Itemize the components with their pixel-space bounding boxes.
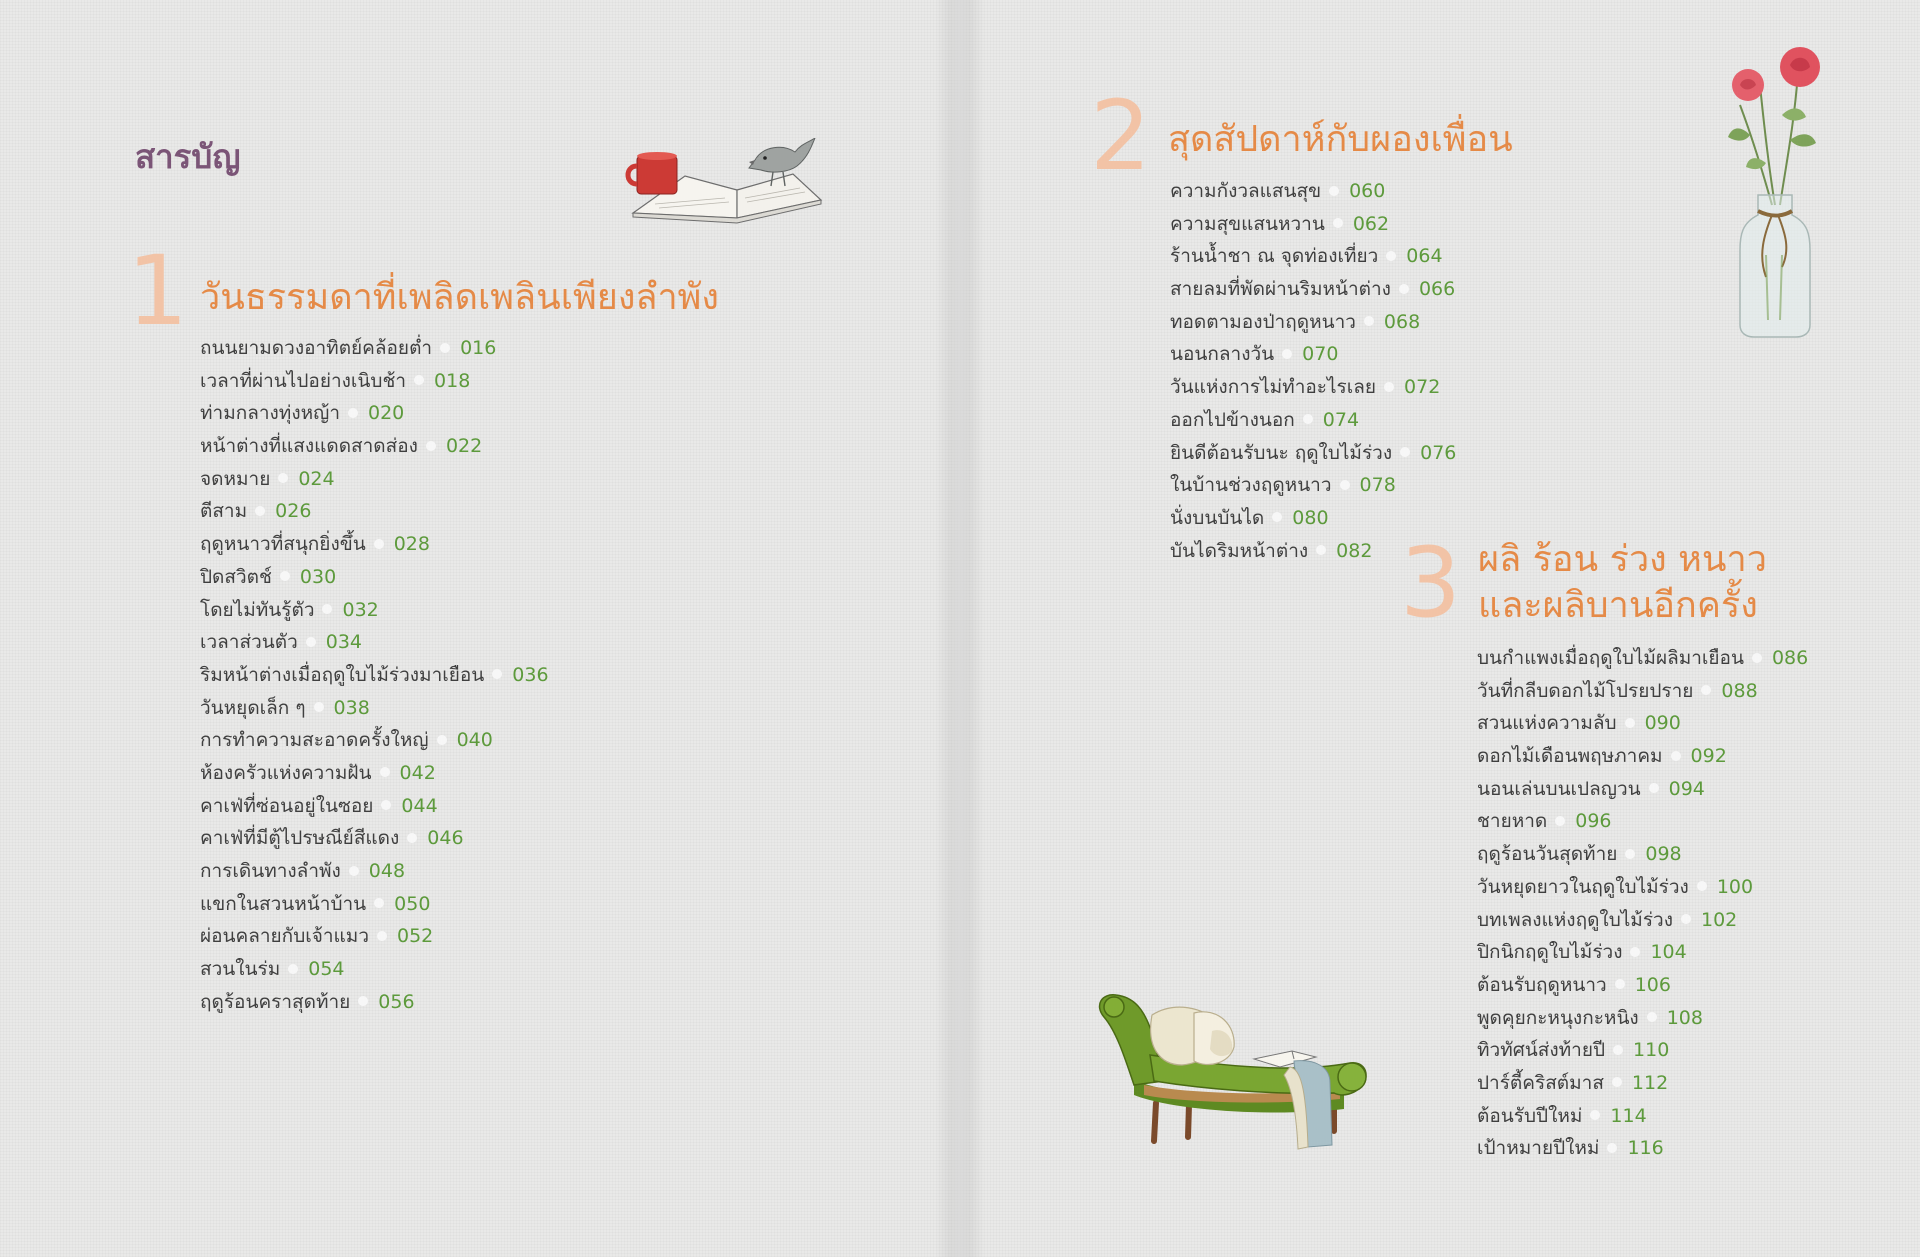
chapter-1-entry (200, 332, 549, 365)
chapter-2-entry (1170, 371, 1456, 404)
entry-title: ชายหาด (1477, 810, 1548, 833)
entry-page-number: 020 (368, 402, 405, 425)
entry-title: วันหยุดยาวในฤดูใบไม้ร่วง (1477, 875, 1689, 898)
entry-title: เวลาที่ผ่านไปอย่างเนิบช้า (200, 369, 407, 392)
entry-page-number: 106 (1634, 973, 1671, 996)
entry-page-number: 042 (399, 761, 436, 784)
entry-page-number: 092 (1690, 745, 1727, 768)
bullet-dot-icon (314, 702, 324, 712)
bullet-dot-icon (1752, 653, 1762, 663)
bullet-dot-icon (1630, 947, 1640, 957)
entry-page-number: 078 (1359, 474, 1396, 497)
entry-title: ในบ้านช่วงฤดูหนาว (1170, 474, 1332, 497)
entry-title: ริมหน้าต่างเมื่อฤดูใบไม้ร่วงมาเยือน (200, 663, 485, 686)
entry-page-number: 050 (394, 892, 431, 915)
entry-title: ทิวทัศน์ส่งท้ายปี (1477, 1039, 1606, 1062)
entry-page-number: 016 (460, 337, 497, 359)
entry-page-number: 100 (1716, 875, 1754, 898)
entry-title: นั่งบนบันได (1170, 506, 1265, 529)
entry-title: จดหมาย (200, 467, 271, 490)
entry-title: ห้องครัวแห่งความฝัน (200, 761, 372, 784)
chapter-3-title-line-1: ผลิ ร้อน ร่วง หนาว (1478, 539, 1767, 580)
bullet-dot-icon (1649, 783, 1659, 793)
entry-page-number: 028 (393, 533, 430, 556)
entry-title: คาเฟ่ที่ซ่อนอยู่ในซอย (200, 794, 374, 817)
entry-title: ยินดีต้อนรับนะ ฤดูใบไม้ร่วง (1170, 441, 1393, 464)
chapter-1-entry (200, 626, 549, 659)
entry-page-number: 022 (445, 435, 483, 458)
bullet-dot-icon (426, 441, 436, 451)
chapter-3-entry (1477, 871, 1808, 904)
chapter-3-entry (1477, 1034, 1808, 1067)
bullet-dot-icon (1590, 1110, 1600, 1120)
entry-page-number: 034 (325, 631, 363, 654)
chapter-1-number: 1 (127, 235, 189, 347)
chapter-3-entry (1477, 740, 1808, 773)
chapter-1-entry (200, 692, 549, 725)
bullet-dot-icon (1615, 979, 1625, 989)
entry-title: สายลมที่พัดผ่านริมหน้าต่าง (1170, 278, 1391, 301)
chapter-1-entry (200, 463, 549, 496)
entry-page-number: 098 (1645, 843, 1682, 866)
chapter-1-entry (200, 430, 549, 463)
chapter-3-title-line-2: และผลิบานอีกครั้ง (1478, 585, 1758, 626)
entry-title: ผ่อนคลายกับเจ้าแมว (200, 925, 369, 948)
chapter-2-entry (1170, 175, 1456, 208)
chapter-1-entry (200, 757, 549, 790)
entry-page-number: 068 (1383, 310, 1421, 333)
entry-page-number: 024 (298, 467, 335, 490)
bullet-dot-icon (1612, 1077, 1622, 1087)
chapter-1-entry (200, 822, 549, 855)
entry-title: โดยไม่ทันรู้ตัว (200, 598, 315, 621)
entry-title: บนกำแพงเมื่อฤดูใบไม้ผลิมาเยือน (1477, 647, 1744, 669)
bullet-dot-icon (322, 604, 332, 614)
bullet-dot-icon (349, 866, 359, 876)
entry-title: สวนแห่งความลับ (1477, 712, 1617, 735)
chapter-1-entry (200, 528, 549, 561)
chapter-3-entry (1477, 707, 1808, 740)
chapter-2-entry (1170, 404, 1456, 437)
entry-title: ทอดตามองป่าฤดูหนาว (1170, 310, 1356, 333)
entry-page-number: 102 (1700, 908, 1738, 931)
entry-page-number: 056 (378, 990, 415, 1013)
chapter-3-entry (1477, 675, 1808, 708)
toc-title: สารบัญ (135, 137, 241, 176)
bullet-dot-icon (278, 473, 288, 483)
entry-page-number: 096 (1575, 810, 1612, 833)
bullet-dot-icon (1272, 512, 1282, 522)
chapter-3-entry (1477, 969, 1808, 1002)
entry-title: นอนเล่นบนเปลญวน (1477, 777, 1641, 800)
chapter-1-entry (200, 594, 549, 627)
chapter-2-entry (1170, 306, 1456, 339)
bullet-dot-icon (1625, 718, 1635, 728)
bullet-dot-icon (1681, 914, 1691, 924)
chapter-1-entry (200, 659, 549, 692)
chapter-2-entry (1170, 208, 1456, 241)
entry-page-number: 044 (401, 794, 438, 817)
chapter-3-entry (1477, 805, 1808, 838)
bullet-dot-icon (414, 375, 424, 385)
entry-page-number: 094 (1668, 777, 1705, 800)
bullet-dot-icon (1329, 186, 1339, 196)
chapter-3-entry (1477, 1100, 1808, 1133)
entry-title: ความกังวลแสนสุข (1170, 180, 1322, 202)
bullet-dot-icon (1303, 414, 1313, 424)
chapter-1-entry (200, 790, 549, 823)
bullet-dot-icon (280, 571, 290, 581)
entry-title: ฤดูร้อนวันสุดท้าย (1477, 843, 1618, 866)
chapter-1-entry (200, 953, 549, 986)
bullet-dot-icon (381, 800, 391, 810)
entry-page-number: 060 (1349, 180, 1386, 202)
chapter-3-entry (1477, 1067, 1808, 1100)
entry-title: หน้าต่างที่แสงแดดสาดส่อง (200, 435, 418, 458)
bullet-dot-icon (407, 833, 417, 843)
bullet-dot-icon (1701, 685, 1711, 695)
entry-page-number: 088 (1721, 679, 1758, 702)
entry-page-number: 082 (1336, 539, 1373, 562)
bullet-dot-icon (1613, 1045, 1623, 1055)
chapter-3-entry (1477, 904, 1808, 937)
bullet-dot-icon (1697, 881, 1707, 891)
bullet-dot-icon (374, 898, 384, 908)
entry-page-number: 110 (1633, 1039, 1670, 1062)
chapter-1-title: วันธรรมดาที่เพลิดเพลินเพียงลำพัง (200, 277, 719, 318)
chapter-1-entry (200, 561, 549, 594)
bullet-dot-icon (1400, 447, 1410, 457)
entry-title: แขกในสวนหน้าบ้าน (200, 892, 367, 915)
entry-page-number: 062 (1352, 212, 1390, 235)
chapter-1-entry (200, 920, 549, 953)
entry-page-number: 036 (512, 663, 549, 686)
entry-page-number: 048 (368, 860, 406, 882)
bullet-dot-icon (1607, 1143, 1617, 1153)
entry-page-number: 018 (434, 369, 471, 392)
bullet-dot-icon (492, 669, 502, 679)
chapter-2-entry (1170, 338, 1456, 371)
chapter-1-entry (200, 888, 549, 921)
entry-title: ดอกไม้เดือนพฤษภาคม (1477, 745, 1663, 768)
entry-page-number: 040 (456, 729, 493, 752)
bullet-dot-icon (1399, 284, 1409, 294)
entry-page-number: 114 (1610, 1104, 1647, 1127)
bullet-dot-icon (348, 408, 358, 418)
entry-title: ปิดสวิตช์ (200, 565, 272, 588)
entry-page-number: 032 (342, 598, 379, 621)
entry-title: พูดคุยกะหนุงกะหนิง (1477, 1006, 1639, 1029)
bullet-dot-icon (1340, 480, 1350, 490)
entry-page-number: 074 (1322, 408, 1360, 431)
entry-page-number: 076 (1420, 441, 1457, 464)
entry-title: บทเพลงแห่งฤดูใบไม้ร่วง (1477, 908, 1673, 931)
entry-title: วันแห่งการไม่ทำอะไรเลย (1170, 376, 1377, 399)
entry-title: ฤดูหนาวที่สนุกยิ่งขึ้น (200, 533, 366, 556)
bullet-dot-icon (440, 343, 450, 353)
entry-title: ปาร์ตี้คริสต์มาส (1477, 1071, 1604, 1094)
entry-page-number: 090 (1644, 712, 1681, 735)
chapter-3-entry (1477, 1132, 1808, 1165)
entry-page-number: 104 (1650, 941, 1687, 964)
chapter-2-title: สุดสัปดาห์กับผองเพื่อน (1168, 119, 1513, 160)
entry-title: เวลาส่วนตัว (200, 631, 298, 654)
entry-page-number: 026 (275, 500, 312, 523)
bullet-dot-icon (1282, 349, 1292, 359)
entry-page-number: 054 (308, 958, 345, 981)
entry-title: ท่ามกลางทุ่งหญ้า (200, 402, 340, 425)
right-page (980, 0, 1920, 1257)
chapter-3-entry (1477, 642, 1808, 675)
entry-title: ต้อนรับปีใหม่ (1477, 1104, 1583, 1127)
entry-page-number: 066 (1418, 278, 1456, 301)
entry-page-number: 030 (299, 565, 337, 588)
chapter-2-entries (1170, 175, 1456, 567)
chaise-lounge-illustration (1094, 985, 1384, 1165)
bullet-dot-icon (1316, 545, 1326, 555)
bullet-dot-icon (1333, 218, 1343, 228)
roses-in-bottle-illustration (1720, 45, 1830, 340)
entry-title: ปิกนิกฤดูใบไม้ร่วง (1477, 941, 1623, 964)
chapter-3-number: 3 (1400, 527, 1462, 639)
bullet-dot-icon (1671, 751, 1681, 761)
entry-title: วันที่กลีบดอกไม้โปรยปราย (1477, 679, 1694, 702)
bullet-dot-icon (1364, 316, 1374, 326)
entry-title: เป้าหมายปีใหม่ (1477, 1137, 1600, 1160)
chapter-2-entry (1170, 273, 1456, 306)
chapter-3-entry (1477, 838, 1808, 871)
chapter-2-number: 2 (1090, 80, 1152, 192)
entry-title: ตีสาม (200, 500, 248, 523)
bullet-dot-icon (377, 931, 387, 941)
entry-title: ร้านน้ำชา ณ จุดท่องเที่ยว (1170, 245, 1379, 268)
entry-page-number: 072 (1404, 376, 1441, 399)
chapter-1-entry (200, 986, 549, 1019)
bullet-dot-icon (1625, 849, 1635, 859)
entry-title: การเดินทางลำพัง (200, 860, 341, 882)
entry-title: ถนนยามดวงอาทิตย์คล้อยต่ำ (200, 337, 433, 359)
chapter-3-entries (1477, 642, 1808, 1165)
chapter-1-entry (200, 724, 549, 757)
entry-page-number: 046 (427, 827, 464, 850)
bullet-dot-icon (1384, 382, 1394, 392)
chapter-1-entry (200, 495, 549, 528)
entry-page-number: 080 (1292, 506, 1329, 529)
mug-book-bird-illustration (625, 138, 825, 230)
bullet-dot-icon (288, 964, 298, 974)
entry-title: นอนกลางวัน (1170, 343, 1275, 366)
chapter-3-entry (1477, 1002, 1808, 1035)
chapter-1-entries (200, 332, 549, 1018)
chapter-1-entry (200, 365, 549, 398)
bullet-dot-icon (437, 735, 447, 745)
entry-page-number: 086 (1771, 647, 1809, 669)
bullet-dot-icon (380, 767, 390, 777)
entry-title: ฤดูร้อนคราสุดท้าย (200, 990, 351, 1013)
bullet-dot-icon (358, 996, 368, 1006)
entry-title: คาเฟ่ที่มีตู้ไปรษณีย์สีแดง (200, 827, 400, 850)
entry-page-number: 070 (1302, 343, 1339, 366)
bullet-dot-icon (255, 506, 265, 516)
entry-title: บันไดริมหน้าต่าง (1170, 539, 1309, 562)
entry-title: วันหยุดเล็ก ๆ (200, 696, 306, 719)
entry-title: ต้อนรับฤดูหนาว (1477, 973, 1607, 996)
entry-page-number: 052 (397, 925, 434, 948)
bullet-dot-icon (1647, 1012, 1657, 1022)
bullet-dot-icon (1555, 816, 1565, 826)
chapter-1-entry (200, 855, 549, 888)
entry-page-number: 038 (333, 696, 370, 719)
bullet-dot-icon (306, 637, 316, 647)
bullet-dot-icon (1386, 251, 1396, 261)
entry-title: ความสุขแสนหวาน (1170, 212, 1325, 235)
bullet-dot-icon (374, 539, 384, 549)
entry-page-number: 116 (1627, 1137, 1664, 1160)
chapter-2-entry (1170, 437, 1456, 470)
entry-page-number: 112 (1631, 1071, 1669, 1094)
chapter-2-entry (1170, 240, 1456, 273)
chapter-1-entry (200, 397, 549, 430)
chapter-3-entry (1477, 936, 1808, 969)
chapter-2-entry (1170, 469, 1456, 502)
entry-page-number: 064 (1406, 245, 1443, 268)
chapter-3-entry (1477, 773, 1808, 806)
entry-title: สวนในร่ม (200, 958, 281, 981)
entry-title: ออกไปข้างนอก (1170, 408, 1295, 431)
entry-title: การทำความสะอาดครั้งใหญ่ (200, 729, 429, 752)
left-page (0, 0, 945, 1257)
entry-page-number: 108 (1666, 1006, 1703, 1029)
